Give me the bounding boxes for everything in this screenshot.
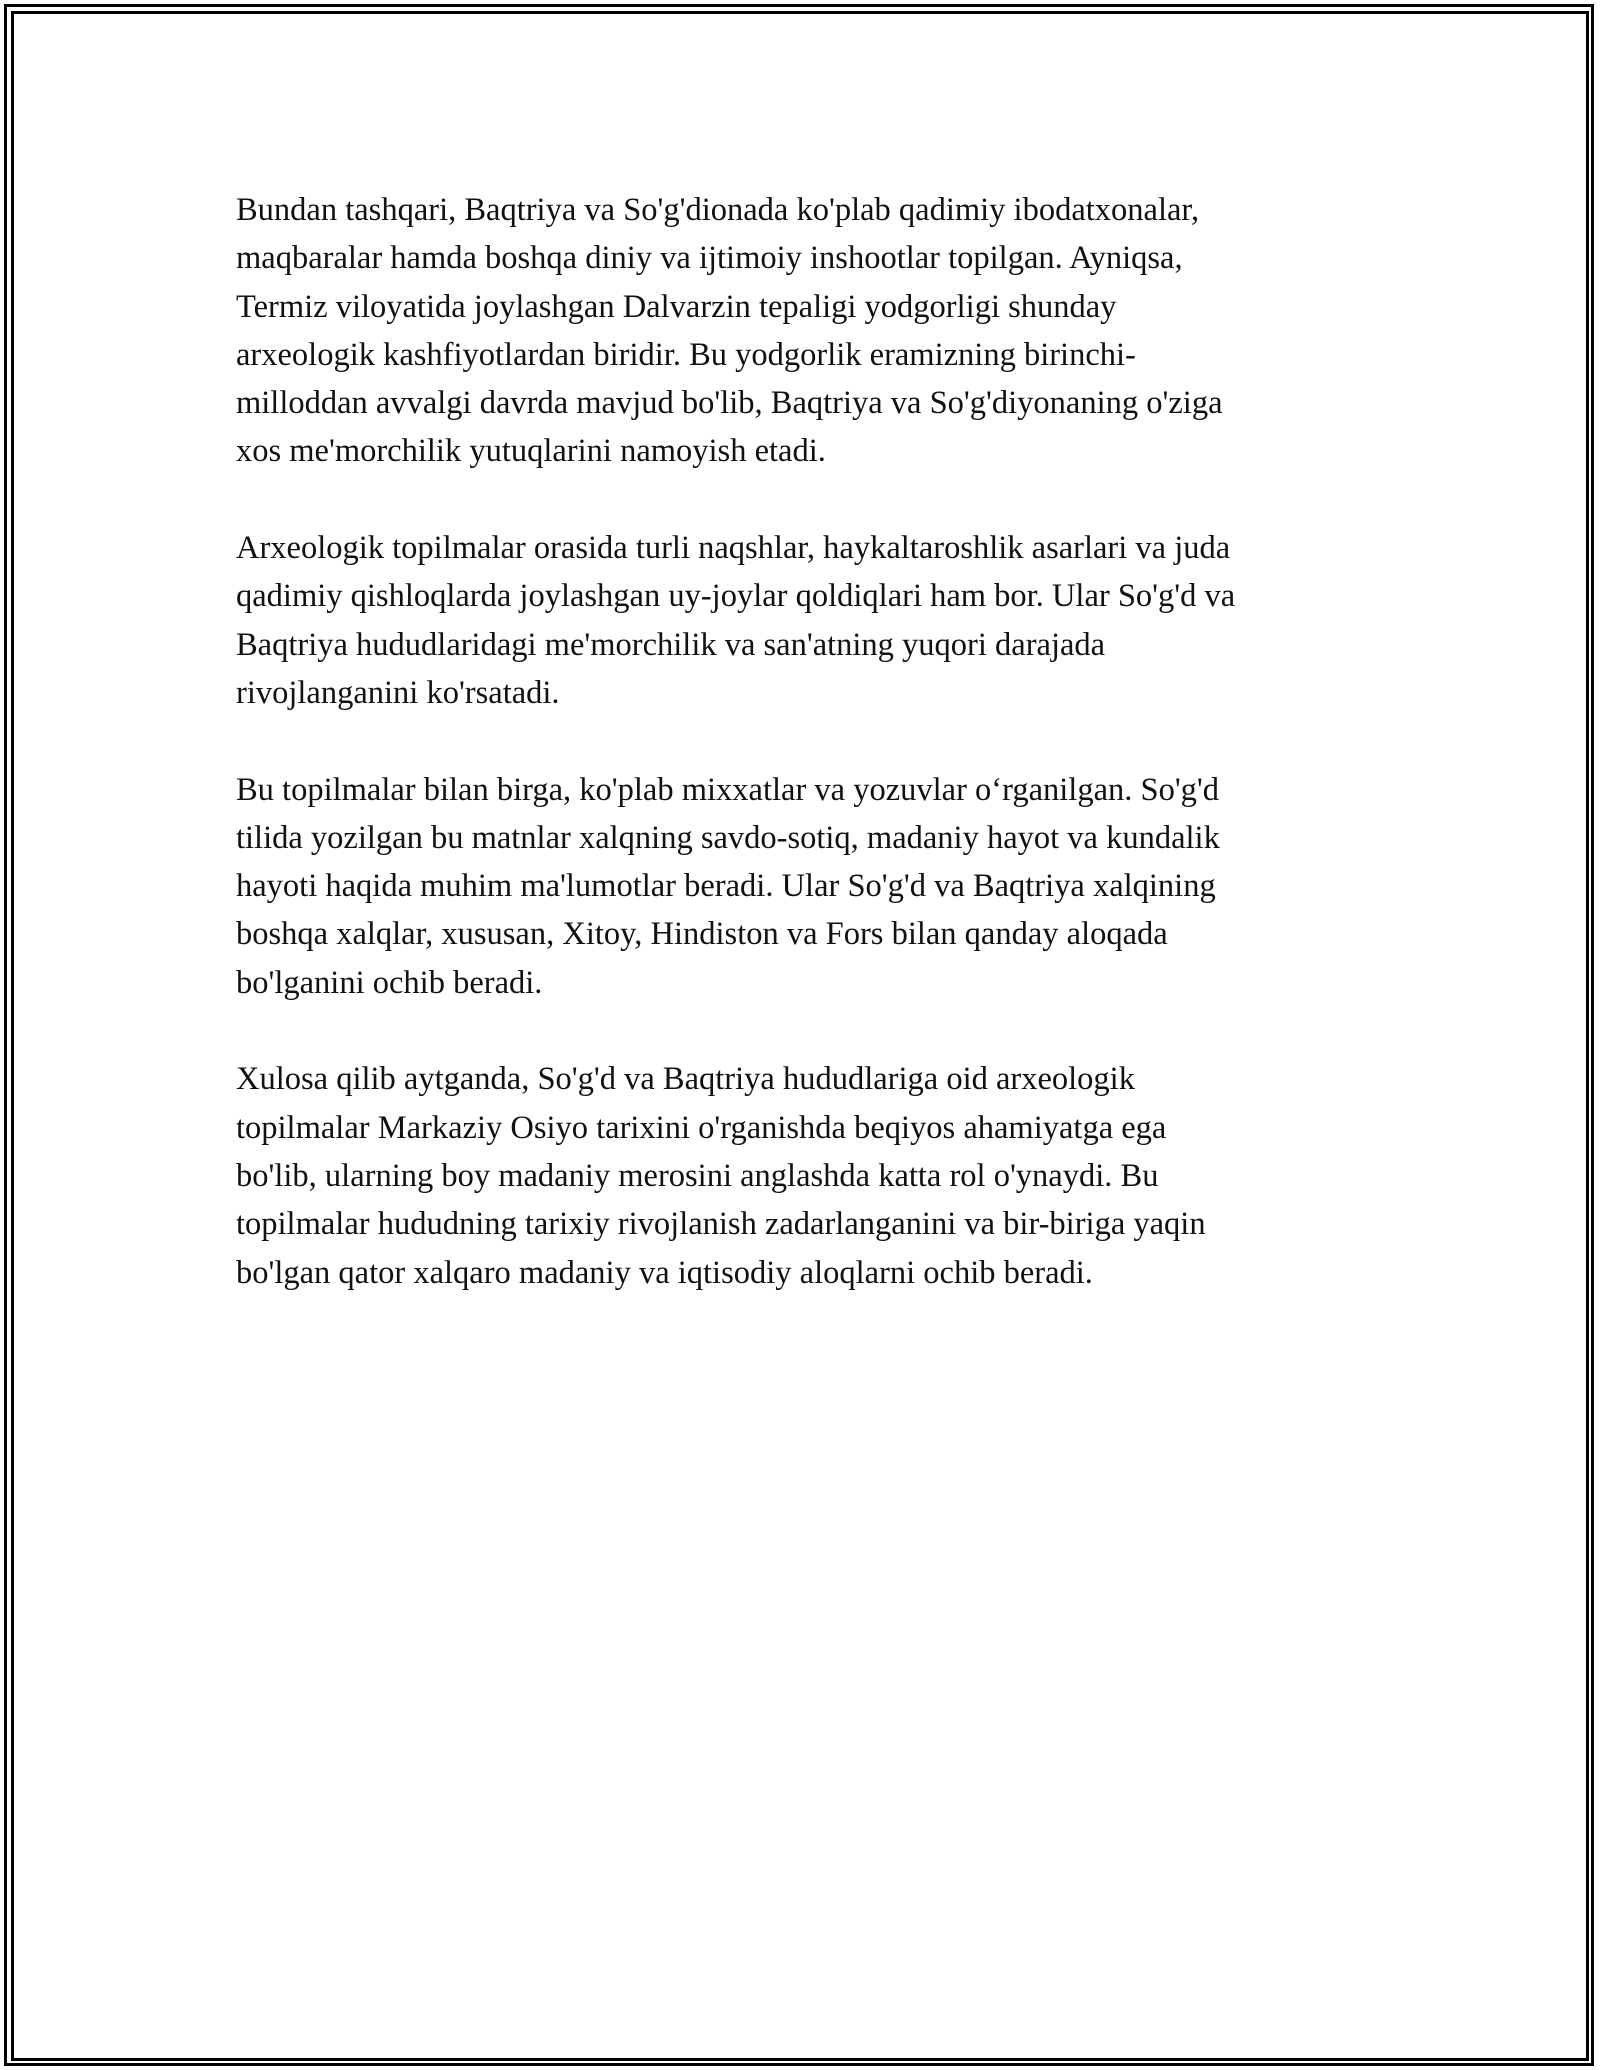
paragraph-3 (236, 766, 1386, 1007)
text-line: Xulosa qilib aytganda, So'g'd va Baqtriya hududlariga oid arxeologik (236, 1061, 1135, 1098)
paragraph-2 (236, 524, 1386, 717)
text-line: milloddan avvalgi davrda mavjud bo'lib, Baqtriya va So'g'diyonaning o'ziga (236, 385, 1223, 422)
paragraph-1 (236, 186, 1386, 476)
text-line: Termiz viloyatida joylashgan Dalvarzin tepaligi yodgorligi shunday (236, 288, 1117, 325)
document-body (236, 186, 1386, 1345)
text-line: arxeologik kashfiyotlardan biridir. Bu yodgorlik eramizning birinchi- (236, 336, 1136, 373)
text-line: Arxeologik topilmalar orasida turli naqshlar, haykaltaroshlik asarlari va juda (236, 530, 1231, 567)
text-line: Baqtriya hududlaridagi me'morchilik va san'atning yuqori darajada (236, 626, 1106, 663)
text-line: maqbaralar hamda boshqa diniy va ijtimoiy inshootlar topilgan. Ayniqsa, (236, 240, 1183, 277)
text-line: topilmalar hududning tarixiy rivojlanish zadarlanganini va bir-biriga yaqin (236, 1206, 1206, 1243)
text-line: tilida yozilgan bu matnlar xalqning savdo-sotiq, madaniy hayot va kundalik (236, 819, 1220, 856)
text-line: qadimiy qishloqlarda joylashgan uy-joylar qoldiqlari ham bor. Ular So'g'd va (236, 578, 1236, 615)
paragraph-4 (236, 1055, 1386, 1296)
text-line: hayoti haqida muhim ma'lumotlar beradi. Ular So'g'd va Baqtriya xalqining (236, 868, 1216, 905)
text-line: Bu topilmalar bilan birga, ko'plab mixxatlar va yozuvlar o‘rganilgan. So'g'd (236, 771, 1220, 808)
text-line: bo'lganini ochib beradi. (236, 964, 543, 1001)
text-line: boshqa xalqlar, xususan, Xitoy, Hindiston va Fors bilan qanday aloqada (236, 916, 1168, 953)
text-line: Bundan tashqari, Baqtriya va So'g'dionada ko'plab qadimiy ibodatxonalar, (236, 192, 1200, 228)
text-line: bo'lib, ularning boy madaniy merosini anglashda katta rol o'ynaydi. Bu (236, 1157, 1159, 1194)
text-line: topilmalar Markaziy Osiyo tarixini o'rganishda beqiyos ahamiyatga ega (236, 1109, 1167, 1146)
text-line: bo'lgan qator xalqaro madaniy va iqtisodiy aloqlarni ochib beradi. (236, 1254, 1093, 1291)
text-line: rivojlanganini ko'rsatadi. (236, 674, 560, 711)
text-line: xos me'morchilik yutuqlarini namoyish etadi. (236, 433, 826, 470)
